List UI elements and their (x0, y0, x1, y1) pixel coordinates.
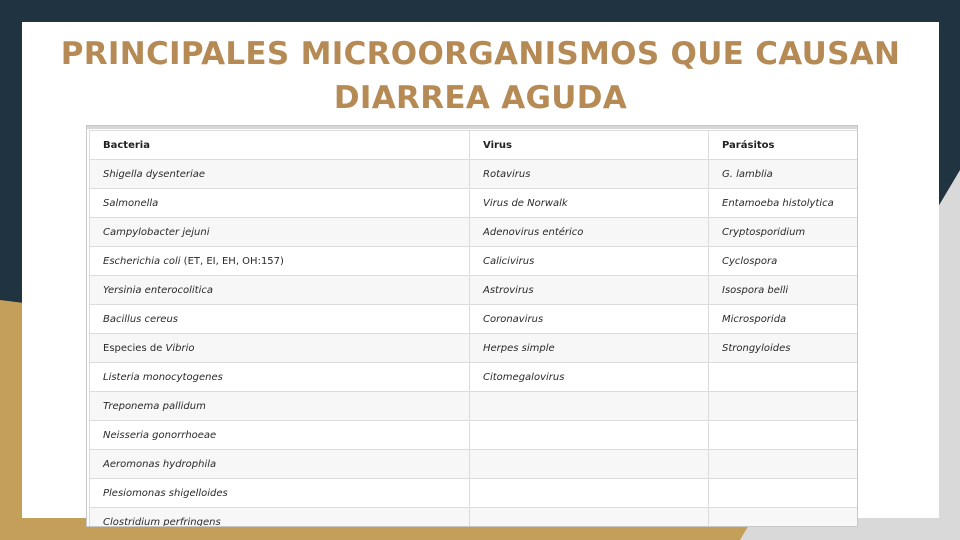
cell-bacteria (90, 363, 470, 392)
cell-parasito (709, 247, 858, 276)
cell-virus (470, 392, 709, 421)
cell-bacteria (90, 334, 470, 363)
cell-parasito (709, 421, 858, 450)
table-row (90, 392, 858, 421)
cell-parasito (709, 334, 858, 363)
table-row (90, 276, 858, 305)
cell-text: Yersinia enterocolitica (103, 284, 213, 296)
table-body (90, 160, 858, 528)
cell-text: Adenovirus entérico (483, 226, 584, 238)
cell-parasito (709, 189, 858, 218)
header-bacteria: Bacteria (90, 131, 470, 160)
table-row (90, 189, 858, 218)
cell-text: Aeromonas hydrophila (103, 458, 217, 470)
cell-parasito (709, 392, 858, 421)
cell-text: Coronavirus (483, 313, 544, 325)
cell-text: Citomegalovirus (483, 371, 565, 383)
cell-bacteria (90, 421, 470, 450)
cell-text: Treponema pallidum (103, 400, 206, 412)
cell-text: Plesiomonas shigelloides (103, 487, 228, 499)
cell-virus (470, 160, 709, 189)
cell-parasito (709, 305, 858, 334)
cell-text: Neisseria gonorrhoeae (103, 429, 217, 441)
cell-bacteria (90, 392, 470, 421)
table-row (90, 363, 858, 392)
cell-text: Rotavirus (483, 168, 531, 180)
cell-text: Entamoeba histolytica (722, 197, 834, 209)
cell-parasito (709, 450, 858, 479)
microorganism-table-image (86, 125, 858, 527)
cell-parasito (709, 218, 858, 247)
table-row (90, 421, 858, 450)
cell-virus (470, 363, 709, 392)
cell-parasito (709, 160, 858, 189)
microorganism-table (89, 130, 858, 527)
cell-virus (470, 218, 709, 247)
table-header-row (90, 131, 858, 160)
cell-virus (470, 276, 709, 305)
cell-text: Listeria monocytogenes (103, 371, 223, 383)
cell-virus (470, 508, 709, 528)
cell-text: Vibrio (165, 342, 195, 354)
cell-text: Virus de Norwalk (483, 197, 568, 209)
cell-text: Cryptosporidium (722, 226, 806, 238)
cell-suffix: (ET, EI, EH, OH:157) (180, 255, 284, 267)
cell-bacteria (90, 508, 470, 528)
cell-text: Clostridium perfringens (103, 516, 221, 527)
cell-bacteria (90, 479, 470, 508)
table-row (90, 247, 858, 276)
cell-virus (470, 305, 709, 334)
cell-virus (470, 479, 709, 508)
cell-virus (470, 189, 709, 218)
cell-text: Herpes simple (483, 342, 555, 354)
cell-text: Escherichia coli (103, 255, 181, 267)
cell-prefix: Especies de (103, 342, 166, 354)
cell-bacteria (90, 247, 470, 276)
cell-text: Isospora belli (722, 284, 789, 296)
cell-text: Shigella dysenteriae (103, 168, 206, 180)
cell-text: Strongyloides (722, 342, 791, 354)
table-top-border (87, 126, 857, 129)
table-row (90, 334, 858, 363)
cell-text: Microsporida (722, 313, 787, 325)
cell-parasito (709, 276, 858, 305)
cell-text: Cyclospora (722, 255, 778, 267)
cell-parasito (709, 479, 858, 508)
cell-text: Astrovirus (483, 284, 534, 296)
slide-canvas (22, 22, 939, 527)
cell-virus (470, 334, 709, 363)
cell-bacteria (90, 189, 470, 218)
slide-title: PRINCIPALES MICROORGANISMOS QUE CAUSAN DIARREA AGUDA (60, 36, 901, 116)
header-virus: Virus (470, 131, 709, 160)
table-row (90, 160, 858, 189)
table-row (90, 479, 858, 508)
cell-virus (470, 450, 709, 479)
cell-bacteria (90, 450, 470, 479)
cell-bacteria (90, 276, 470, 305)
table-row (90, 218, 858, 247)
cell-virus (470, 421, 709, 450)
table-row (90, 450, 858, 479)
cell-bacteria (90, 218, 470, 247)
cell-text: Calicivirus (483, 255, 535, 267)
header-parasitos: Parásitos (709, 131, 858, 160)
cell-parasito (709, 363, 858, 392)
cell-bacteria (90, 160, 470, 189)
cell-parasito (709, 508, 858, 528)
cell-text: G. lamblia (722, 168, 773, 180)
cell-text: Salmonella (103, 197, 159, 209)
cell-virus (470, 247, 709, 276)
table-row (90, 508, 858, 528)
cell-bacteria (90, 305, 470, 334)
cell-text: Bacillus cereus (103, 313, 179, 325)
cell-text: Campylobacter jejuni (103, 226, 210, 238)
table-row (90, 305, 858, 334)
